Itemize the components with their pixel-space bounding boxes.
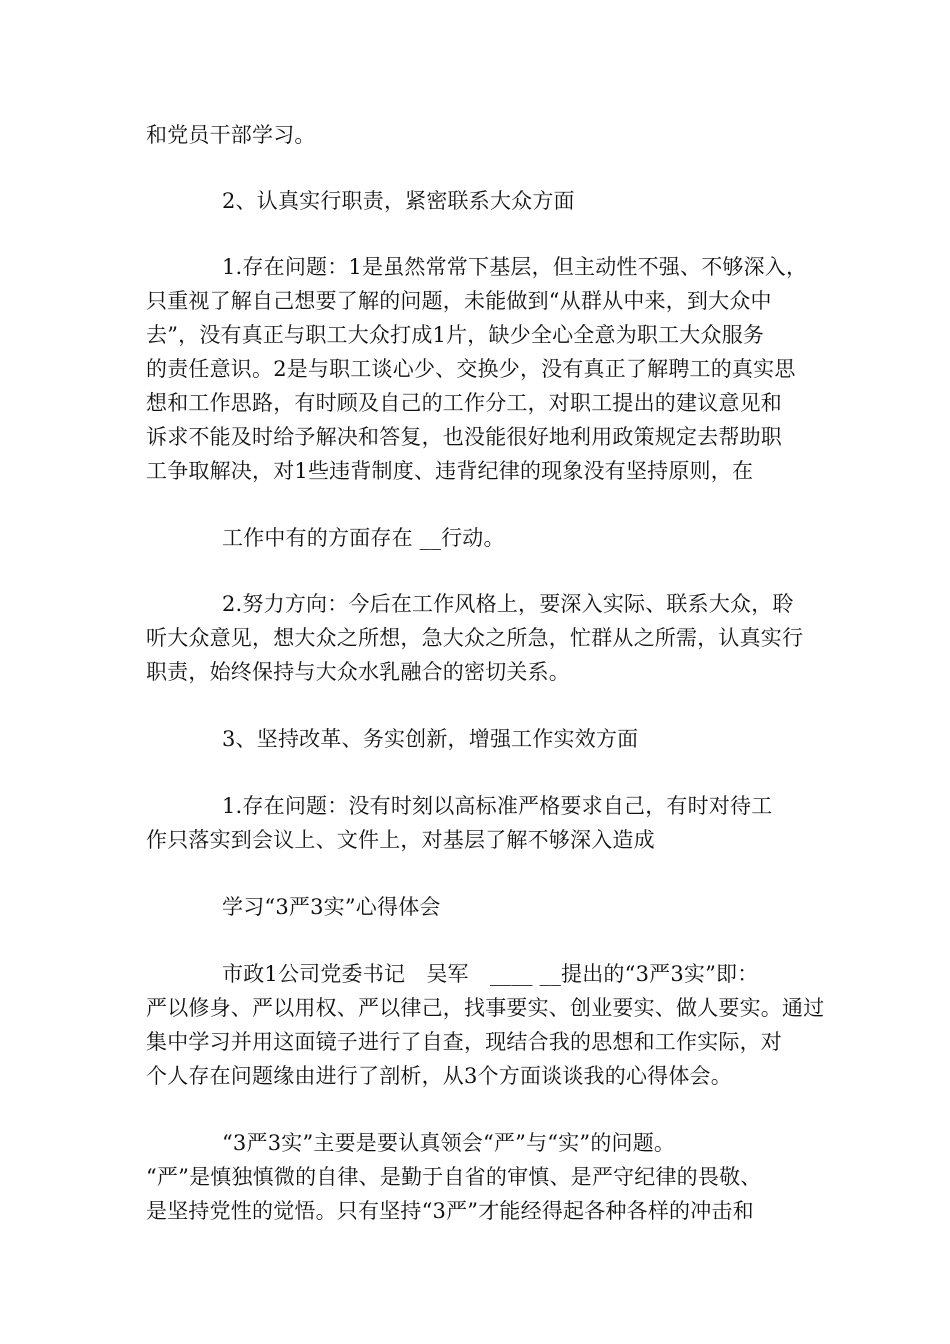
text-line: 是坚持党性的觉悟。只有坚持“3严”才能经得起各种各样的冲击和 [146, 1199, 754, 1223]
text-line: 只重视了解自己想要了解的问题，未能做到“从群从中来，到大众中 [146, 289, 772, 313]
heading-line: 3、坚持改革、务实创新，增强工作实效方面 [222, 727, 639, 751]
section-heading-2 [146, 184, 814, 218]
text-line: 作只落实到会议上、文件上，对基层了解不够深入造成 [146, 828, 655, 852]
section-heading-3 [146, 722, 814, 756]
paragraph-continuation [146, 521, 814, 555]
text-line: 去”，没有真正与职工大众打成1片，缺少全心全意为职工大众服务 [146, 323, 765, 347]
text-line: 2.努力方向：今后在工作风格上，要深入实际、联系大众，聆 [222, 592, 794, 616]
text-line: 工争取解决，对1些违背制度、违背纪律的现象没有坚持原则，在 [146, 459, 754, 483]
text-line: 集中学习并用这面镜子进行了自查，现结合我的思想和工作实际，对 [146, 1030, 782, 1054]
text-line: 1.存在问题：1是虽然常常下基层，但主动性不强、不够深入， [222, 255, 808, 279]
paragraph-intro [146, 957, 825, 1093]
text-line: 和党员干部学习。 [146, 123, 316, 147]
text-line: “严”是慎独慎微的自律、是勤于自省的审慎、是严守纪律的畏敬、 [146, 1165, 762, 1189]
text-line: 的责任意识。2是与职工谈心少、交换少，没有真正了解聘工的真实思 [146, 357, 796, 381]
text-line: 个人存在问题缘由进行了剖析，从3个方面谈谈我的心得体会。 [146, 1064, 732, 1088]
paragraph-problem-3 [146, 789, 814, 857]
text-line: 诉求不能及时给予解决和答复，也没能很好地利用政策规定去帮助职 [146, 425, 782, 449]
paragraph-three-strict [146, 1126, 814, 1228]
text-line: 1.存在问题：没有时刻以高标准严格要求自己，有时对待工 [222, 794, 773, 818]
text-line: 职责，始终保持与大众水乳融合的密切关系。 [146, 660, 570, 684]
text-line: 严以修身、严以用权、严以律己，找事要实、创业要实、做人要实。通过 [146, 996, 825, 1020]
text-line: 听大众意见，想大众之所想，急大众之所急，忙群从之所需，认真实行 [146, 626, 804, 650]
paragraph-problem-1 [146, 250, 814, 488]
paragraph-1 [146, 118, 814, 152]
heading-line: 2、认真实行职责，紧密联系大众方面 [222, 189, 575, 213]
text-line: 想和工作思路，有时顾及自己的工作分工，对职工提出的建议意见和 [146, 391, 782, 415]
title-line: 学习“3严3实”心得体会 [222, 895, 441, 919]
text-line: 市政1公司党委书记 吴军 ____ __提出的“3严3实”即： [222, 962, 759, 986]
text-line: 工作中有的方面存在 __行动。 [222, 526, 505, 550]
paragraph-direction-2 [146, 587, 814, 689]
article-title [146, 890, 814, 924]
text-line: “3严3实”主要是要认真领会“严”与“实”的问题。 [222, 1131, 676, 1155]
